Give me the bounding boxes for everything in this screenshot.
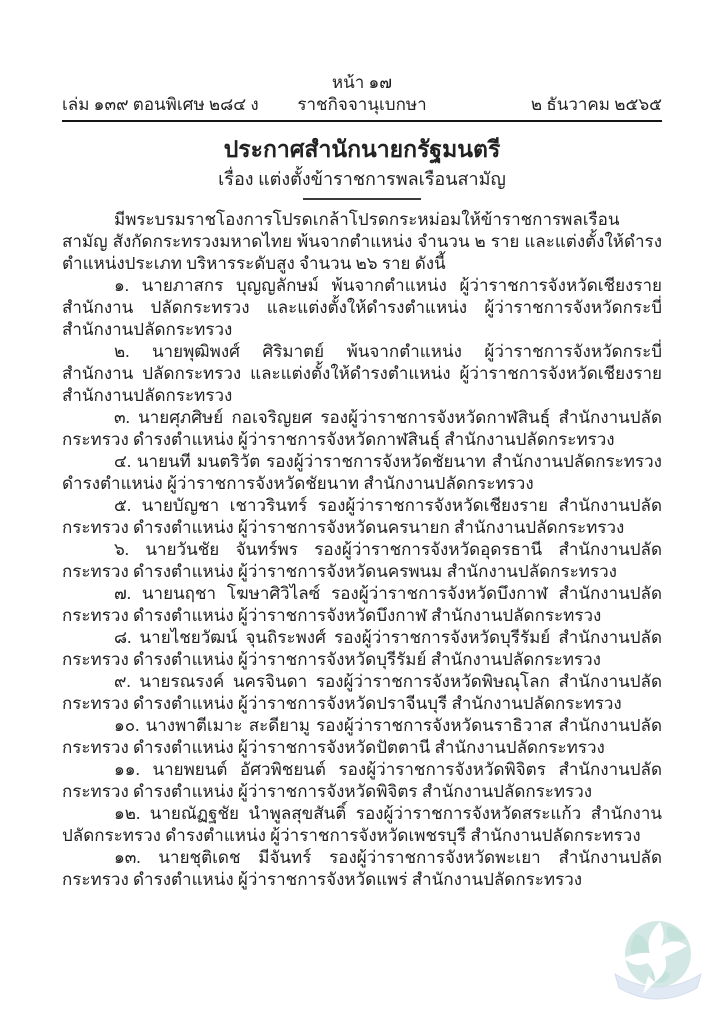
header-row [62, 94, 662, 115]
appointment-list [62, 275, 662, 891]
intro-paragraph: มีพระบรมราชโองการโปรดเกล้าโปรดกระหม่อมให้ข้าราชการพลเรือนสามัญ สังกัดกระทรวงมหาดไทย พ้นจากตำแหน่ง จำนวน ๒ ราย และแต่งตั้งให้ดำรงตำแหน่งประเภท บริหารระดับสูง จำนวน ๒๖ ราย ดังนี้ [62, 210, 662, 273]
appointment-item: ๒. นายพุฒิพงศ์ ศิริมาตย์ พ้นจากตำแหน่ง ผู้ว่าราชการจังหวัดกระบี่ สำนักงาน ปลัดกระทรวง และแต่งตั้งให้ดำรงตำแหน่ง ผู้ว่าราชการจังหวัดเชียงราย สำนักงานปลัดกระทรวง [62, 342, 662, 405]
appointment-item: ๔. นายนที มนตริวัต รองผู้ว่าราชการจังหวัดชัยนาท สำนักงานปลัดกระทรวง ดำรงตำแหน่ง ผู้ว่าราชการจังหวัดชัยนาท สำนักงานปลัดกระทรวง [62, 452, 662, 493]
appointment-item: ๑๒. นายณัฏฐชัย นำพูลสุขสันติ์ รองผู้ว่าราชการจังหวัดสระแก้ว สำนักงานปลัดกระทรวง ดำรงตำแหน่ง ผู้ว่าราชการจังหวัดเพชรบุรี สำนักงานปลัดกระทรวง [62, 804, 662, 845]
appointment-item: ๑๑. นายพยนต์ อัศวพิชยนต์ รองผู้ว่าราชการจังหวัดพิจิตร สำนักงานปลัดกระทรวง ดำรงตำแหน่ง ผู้ว่าราชการจังหวัดพิจิตร สำนักงานปลัดกระทรวง [62, 760, 662, 801]
appointment-item: ๖. นายวันชัย จันทร์พร รองผู้ว่าราชการจังหวัดอุดรธานี สำนักงานปลัดกระทรวง ดำรงตำแหน่ง ผู้ว่าราชการจังหวัดนครพนม สำนักงานปลัดกระทรวง [62, 540, 662, 581]
publish-date: ๒ ธันวาคม ๒๕๖๕ [530, 95, 662, 114]
gazette-name: ราชกิจจานุเบกษา [297, 95, 427, 114]
appointment-item: ๑๐. นางพาตีเมาะ สะดียามู รองผู้ว่าราชการจังหวัดนราธิวาส สำนักงานปลัดกระทรวง ดำรงตำแหน่ง ผู้ว่าราชการจังหวัดปัตตานี สำนักงานปลัดกระทรวง [62, 716, 662, 757]
appointment-item: ๗. นายนฤชา โฆษาศิวิไลซ์ รองผู้ว่าราชการจังหวัดบึงกาฬ สำนักงานปลัดกระทรวง ดำรงตำแหน่ง ผู้ว่าราชการจังหวัดบึงกาฬ สำนักงานปลัดกระทรวง [62, 584, 662, 625]
header-divider [62, 120, 662, 122]
document-body [62, 209, 662, 891]
dove-over-globe-watermark-icon [610, 916, 706, 1002]
appointment-item: ๕. นายบัญชา เชาวรินทร์ รองผู้ว่าราชการจังหวัดเชียงราย สำนักงานปลัดกระทรวง ดำรงตำแหน่ง ผู้ว่าราชการจังหวัดนครนายก สำนักงานปลัดกระทรวง [62, 496, 662, 537]
appointment-item: ๑. นายภาสกร บุญญลักษม์ พ้นจากตำแหน่ง ผู้ว่าราชการจังหวัดเชียงราย สำนักงาน ปลัดกระทรวง และแต่งตั้งให้ดำรงตำแหน่ง ผู้ว่าราชการจังหวัดกระบี่ สำนักงานปลัดกระทรวง [62, 276, 662, 339]
appointment-item: ๙. นายรณรงค์ นครจินดา รองผู้ว่าราชการจังหวัดพิษณุโลก สำนักงานปลัดกระทรวง ดำรงตำแหน่ง ผู้ว่าราชการจังหวัดปราจีนบุรี สำนักงานปลัดกระทรวง [62, 672, 662, 713]
appointment-item: ๘. นายไชยวัฒน์ จุนถิระพงศ์ รองผู้ว่าราชการจังหวัดบุรีรัมย์ สำนักงานปลัดกระทรวง ดำรงตำแหน่ง ผู้ว่าราชการจังหวัดบุรีรัมย์ สำนักงานปลัดกระทรวง [62, 628, 662, 669]
appointment-item: ๑๓. นายชุติเดช มีจันทร์ รองผู้ว่าราชการจังหวัดพะเยา สำนักงานปลัดกระทรวง ดำรงตำแหน่ง ผู้ว่าราชการจังหวัดแพร่ สำนักงานปลัดกระทรวง [62, 848, 662, 889]
appointment-item: ๓. นายศุภศิษย์ กอเจริญยศ รองผู้ว่าราชการจังหวัดกาฬสินธุ์ สำนักงานปลัดกระทรวง ดำรงตำแหน่ง ผู้ว่าราชการจังหวัดกาฬสินธุ์ สำนักงานปลัดกระทรวง [62, 408, 662, 449]
volume-info: เล่ม ๑๓๙ ตอนพิเศษ ๒๘๔ ง [62, 95, 259, 114]
title-divider [303, 198, 421, 200]
announcement-title: ประกาศสำนักนายกรัฐมนตรี [223, 137, 501, 162]
page-number-label: หน้า ๑๗ [331, 73, 393, 92]
announcement-subject: เรื่อง แต่งตั้งข้าราชการพลเรือนสามัญ [218, 169, 506, 189]
page-header [62, 72, 662, 122]
